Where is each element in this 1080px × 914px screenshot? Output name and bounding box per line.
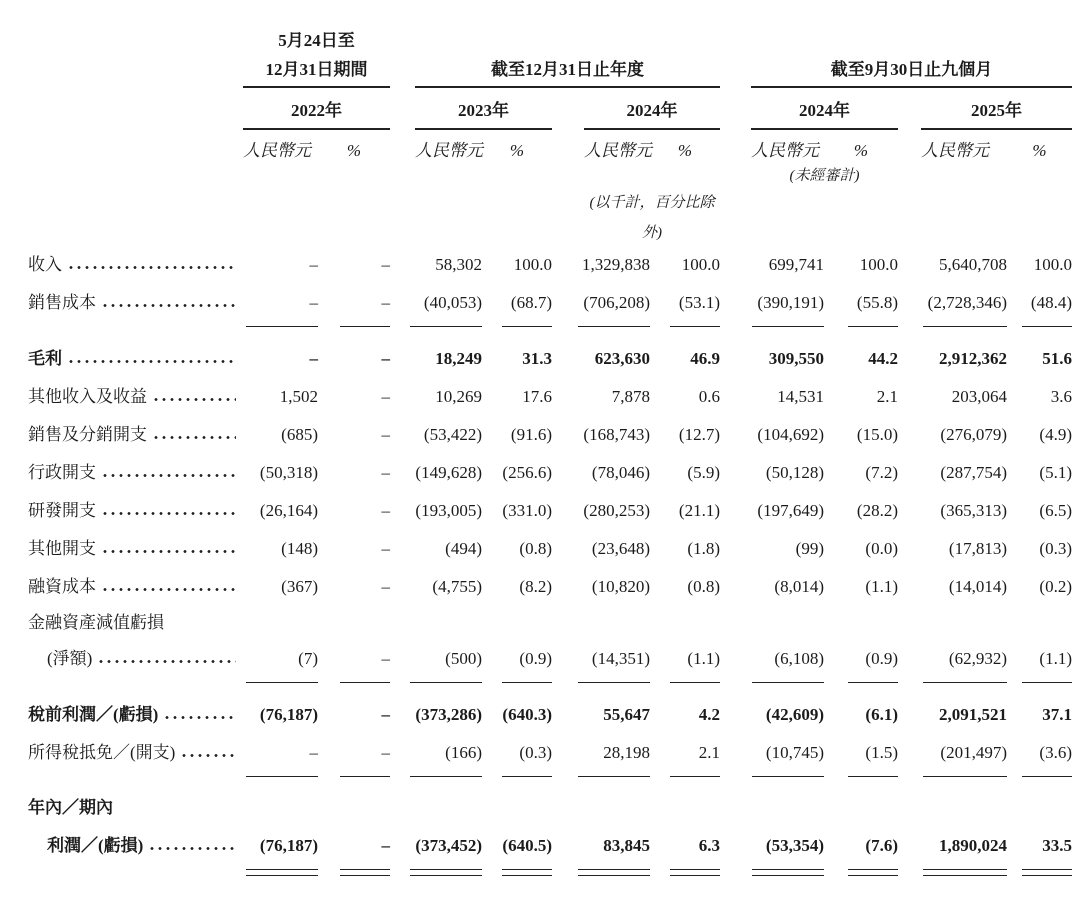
cell: (1.5): [865, 743, 898, 762]
rule-line: [848, 776, 898, 777]
cell: 51.6: [1042, 349, 1072, 368]
cell: (6.1): [865, 705, 898, 724]
header-period-row-1: [28, 26, 1072, 56]
double-rule-line: [670, 869, 720, 876]
dot-leader: [99, 659, 236, 664]
cell: 0.6: [698, 387, 720, 406]
rule-line: [410, 776, 482, 777]
cell: (390,191): [757, 293, 824, 312]
unaudited-note: (未經審計): [789, 168, 860, 184]
cell: –: [381, 836, 390, 855]
cell: (14,351): [591, 649, 650, 668]
rule-line: [415, 86, 720, 88]
cell: (494): [445, 539, 482, 558]
percent-label: %: [346, 141, 362, 160]
rule-line: [578, 326, 650, 327]
cell: 4.2: [698, 705, 720, 724]
rule-line: [502, 776, 552, 777]
dot-leader: [154, 397, 236, 402]
cell: 46.9: [690, 349, 720, 368]
period-annual: 截至12月31日止年度: [491, 60, 644, 79]
table-body: [28, 246, 1072, 882]
currency-label: 人民幣元: [243, 141, 311, 160]
cell: (55.8): [856, 293, 898, 312]
cell: 100.0: [513, 255, 552, 274]
double-rule-line: [848, 869, 898, 876]
cell: (26,164): [259, 501, 318, 520]
cell: (0.0): [865, 539, 898, 558]
dot-leader: [165, 715, 236, 720]
table-row-other-expenses: [28, 530, 1072, 568]
cell: 623,630: [594, 349, 650, 368]
table-row-cost-of-sales: [28, 284, 1072, 322]
rule-line: [1022, 682, 1072, 683]
cell: (1.8): [687, 539, 720, 558]
cell: 699,741: [768, 255, 824, 274]
table-row-selling-expenses: [28, 416, 1072, 454]
row-label: 研發開支: [28, 501, 96, 520]
cell: (706,208): [583, 293, 650, 312]
rule-line: [578, 682, 650, 683]
cell: (640.3): [502, 705, 552, 724]
row-label: (淨額): [47, 649, 93, 668]
cell: 5,640,708: [939, 255, 1007, 274]
rule-line: [752, 326, 824, 327]
cell: (4.9): [1039, 425, 1072, 444]
units-note: (以千計，百分比除外): [589, 195, 715, 241]
cell: (53.1): [678, 293, 720, 312]
cell: (0.3): [1039, 539, 1072, 558]
double-rule-line: [410, 869, 482, 876]
cell: –: [381, 293, 390, 312]
percent-label: %: [853, 141, 869, 160]
dot-leader: [103, 549, 236, 554]
rule-line: [923, 776, 1007, 777]
cell: (78,046): [591, 463, 650, 482]
cell: (193,005): [415, 501, 482, 520]
cell: –: [309, 293, 318, 312]
cell: (8.2): [519, 577, 552, 596]
cell: 3.6: [1050, 387, 1072, 406]
row-label: 銷售及分銷開支: [28, 425, 147, 444]
cell: 28,198: [603, 743, 650, 762]
currency-label: 人民幣元: [921, 141, 989, 160]
cell: 58,302: [435, 255, 482, 274]
row-label: 銷售成本: [28, 293, 96, 312]
cell: 18,249: [435, 349, 482, 368]
cell: (256.6): [502, 463, 552, 482]
cell: –: [381, 705, 390, 724]
rule-line: [243, 128, 390, 130]
rule-line: [751, 86, 1072, 88]
table-row-other-income: [28, 378, 1072, 416]
double-rule-line: [752, 869, 824, 876]
cell: (1.1): [1039, 649, 1072, 668]
dot-leader: [69, 359, 236, 364]
cell: (0.8): [519, 539, 552, 558]
cell: (40,053): [423, 293, 482, 312]
rule-line: [578, 776, 650, 777]
cell: –: [381, 255, 390, 274]
rule-line: [848, 326, 898, 327]
rule-line: [670, 776, 720, 777]
table-row-period-label: [28, 790, 1072, 826]
dot-leader: [150, 846, 236, 851]
cell: (2,728,346): [927, 293, 1007, 312]
cell: (168,743): [583, 425, 650, 444]
double-rule-line: [923, 869, 1007, 876]
double-rule-line: [246, 869, 318, 876]
cell: (280,253): [583, 501, 650, 520]
cell: (68.7): [510, 293, 552, 312]
cell: (48.4): [1030, 293, 1072, 312]
double-rule-line: [340, 869, 390, 876]
table-row-finance-costs: [28, 568, 1072, 606]
cell: –: [381, 425, 390, 444]
cell: (50,128): [765, 463, 824, 482]
cell: (0.9): [519, 649, 552, 668]
cell: 1,329,838: [582, 255, 650, 274]
cell: (5.9): [687, 463, 720, 482]
cell: (99): [795, 539, 824, 558]
rule-line: [246, 776, 318, 777]
cell: (12.7): [678, 425, 720, 444]
cell: 100.0: [859, 255, 898, 274]
rule-line: [1022, 326, 1072, 327]
cell: (287,754): [940, 463, 1007, 482]
cell: (197,649): [757, 501, 824, 520]
table-row-profit-before-tax: [28, 696, 1072, 734]
cell: (7.6): [865, 836, 898, 855]
period-2022-line1: 5月24日至: [278, 31, 355, 50]
cell: (76,187): [259, 705, 318, 724]
cell: (1.1): [865, 577, 898, 596]
cell: –: [309, 743, 318, 762]
cell: 2,912,362: [939, 349, 1007, 368]
header-currency-row: [28, 138, 1072, 164]
cell: 6.3: [698, 836, 720, 855]
cell: –: [381, 501, 390, 520]
rule-line: [752, 682, 824, 683]
table-row-rd-expenses: [28, 492, 1072, 530]
rule-line: [848, 682, 898, 683]
cell: (6,108): [774, 649, 824, 668]
dot-leader: [103, 587, 236, 592]
cell: (149,628): [415, 463, 482, 482]
currency-label: 人民幣元: [415, 141, 483, 160]
cell: 55,647: [603, 705, 650, 724]
cell: (166): [445, 743, 482, 762]
cell: (500): [445, 649, 482, 668]
currency-label: 人民幣元: [751, 141, 819, 160]
cell: (53,422): [423, 425, 482, 444]
rule-line: [340, 776, 390, 777]
table-row-impairment-net: [28, 640, 1072, 678]
cell: (5.1): [1039, 463, 1072, 482]
cell: (7): [298, 649, 318, 668]
row-label: 年內／期內: [28, 798, 113, 817]
cell: 2.1: [698, 743, 720, 762]
cell: –: [381, 539, 390, 558]
cell: (10,745): [765, 743, 824, 762]
cell: (10,820): [591, 577, 650, 596]
cell: (42,609): [765, 705, 824, 724]
percent-label: %: [509, 141, 525, 160]
rule-line: [340, 682, 390, 683]
cell: (373,286): [415, 705, 482, 724]
row-label: 毛利: [28, 349, 62, 368]
rule-line: [923, 682, 1007, 683]
cell: 37.1: [1042, 705, 1072, 724]
rule-line: [670, 682, 720, 683]
rule-line: [246, 326, 318, 327]
cell: (1.1): [687, 649, 720, 668]
cell: (8,014): [774, 577, 824, 596]
year-2023: 2023年: [458, 101, 509, 120]
cell: 100.0: [1033, 255, 1072, 274]
cell: (148): [281, 539, 318, 558]
row-label: 其他開支: [28, 539, 96, 558]
cell: 83,845: [603, 836, 650, 855]
cell: 1,502: [279, 387, 318, 406]
row-label: 利潤／(虧損): [47, 836, 144, 855]
dot-leader: [154, 435, 236, 440]
cell: –: [381, 577, 390, 596]
cell: 17.6: [522, 387, 552, 406]
double-rule-line: [502, 869, 552, 876]
cell: (104,692): [757, 425, 824, 444]
header-units-row: [28, 188, 1072, 241]
cell: (62,932): [948, 649, 1007, 668]
cell: (365,313): [940, 501, 1007, 520]
rule-line: [415, 128, 552, 130]
cell: (6.5): [1039, 501, 1072, 520]
cell: 2.1: [876, 387, 898, 406]
row-label: 所得稅抵免／(開支): [28, 743, 176, 762]
cell: 14,531: [777, 387, 824, 406]
period-2022-line2: 12月31日期間: [265, 60, 368, 79]
cell: (0.9): [865, 649, 898, 668]
table-row-profit-for-period: [28, 826, 1072, 866]
table-row-revenue: [28, 246, 1072, 284]
row-label: 金融資產減值虧損: [28, 613, 164, 632]
cell: (53,354): [765, 836, 824, 855]
dot-leader: [103, 303, 236, 308]
cell: –: [381, 387, 390, 406]
rule-line: [921, 128, 1072, 130]
table-row-income-tax: [28, 734, 1072, 772]
header-unaudited-row: [28, 164, 1072, 188]
cell: 309,550: [768, 349, 824, 368]
rule-line: [584, 128, 720, 130]
dot-leader: [182, 753, 236, 758]
cell: –: [309, 349, 318, 368]
cell: 33.5: [1042, 836, 1072, 855]
cell: (7.2): [865, 463, 898, 482]
row-label: 其他收入及收益: [28, 387, 147, 406]
year-2022: 2022年: [291, 101, 342, 120]
rule-line: [752, 776, 824, 777]
cell: (14,014): [948, 577, 1007, 596]
cell: 2,091,521: [939, 705, 1007, 724]
double-rule-line: [1022, 869, 1072, 876]
cell: (201,497): [940, 743, 1007, 762]
rule-line: [502, 682, 552, 683]
cell: –: [381, 463, 390, 482]
cell: 100.0: [681, 255, 720, 274]
period-rules: [28, 84, 1072, 96]
rule-line: [670, 326, 720, 327]
cell: 1,890,024: [939, 836, 1007, 855]
cell: (685): [281, 425, 318, 444]
rule-line: [751, 128, 898, 130]
year-rules: [28, 126, 1072, 138]
cell: (0.8): [687, 577, 720, 596]
cell: (4,755): [432, 577, 482, 596]
rule-line: [243, 86, 390, 88]
cell: –: [381, 349, 390, 368]
cell: 10,269: [435, 387, 482, 406]
percent-label: %: [677, 141, 693, 160]
rule-line: [410, 326, 482, 327]
cell: (373,452): [415, 836, 482, 855]
table-row-admin-expenses: [28, 454, 1072, 492]
cell: (331.0): [502, 501, 552, 520]
period-nine-months: 截至9月30日止九個月: [830, 60, 993, 79]
table-row-impairment-label: [28, 606, 1072, 640]
row-label: 融資成本: [28, 577, 96, 596]
single-rule-row: [28, 322, 1072, 340]
header-year-row: [28, 96, 1072, 126]
cell: (17,813): [948, 539, 1007, 558]
cell: (276,079): [940, 425, 1007, 444]
year-2025: 2025年: [971, 101, 1022, 120]
cell: (91.6): [510, 425, 552, 444]
header-period-row-2: [28, 56, 1072, 84]
currency-label: 人民幣元: [584, 141, 652, 160]
cell: (0.2): [1039, 577, 1072, 596]
cell: (21.1): [678, 501, 720, 520]
single-rule-row: [28, 678, 1072, 696]
cell: 31.3: [522, 349, 552, 368]
cell: –: [381, 649, 390, 668]
year-2024-nine-months: 2024年: [799, 101, 850, 120]
cell: (50,318): [259, 463, 318, 482]
cell: (15.0): [856, 425, 898, 444]
cell: (76,187): [259, 836, 318, 855]
row-label: 稅前利潤／(虧損): [28, 705, 159, 724]
dot-leader: [103, 473, 236, 478]
cell: (640.5): [502, 836, 552, 855]
rule-line: [502, 326, 552, 327]
rule-line: [1022, 776, 1072, 777]
cell: (0.3): [519, 743, 552, 762]
cell: –: [381, 743, 390, 762]
double-rule-row: [28, 866, 1072, 882]
double-rule-line: [578, 869, 650, 876]
rule-line: [246, 682, 318, 683]
year-2024: 2024年: [626, 101, 678, 120]
cell: –: [309, 255, 318, 274]
row-label: 收入: [28, 255, 62, 274]
rule-line: [923, 326, 1007, 327]
cell: 203,064: [951, 387, 1007, 406]
dot-leader: [69, 265, 236, 270]
rule-line: [340, 326, 390, 327]
table-row-gross-profit: [28, 340, 1072, 378]
single-rule-row: [28, 772, 1072, 790]
cell: 7,878: [611, 387, 650, 406]
cell: (367): [281, 577, 318, 596]
percent-label: %: [1032, 141, 1047, 160]
rule-line: [410, 682, 482, 683]
cell: (23,648): [591, 539, 650, 558]
dot-leader: [103, 511, 236, 516]
cell: (3.6): [1039, 743, 1072, 762]
row-label: 行政開支: [28, 463, 96, 482]
cell: 44.2: [868, 349, 898, 368]
cell: (28.2): [856, 501, 898, 520]
